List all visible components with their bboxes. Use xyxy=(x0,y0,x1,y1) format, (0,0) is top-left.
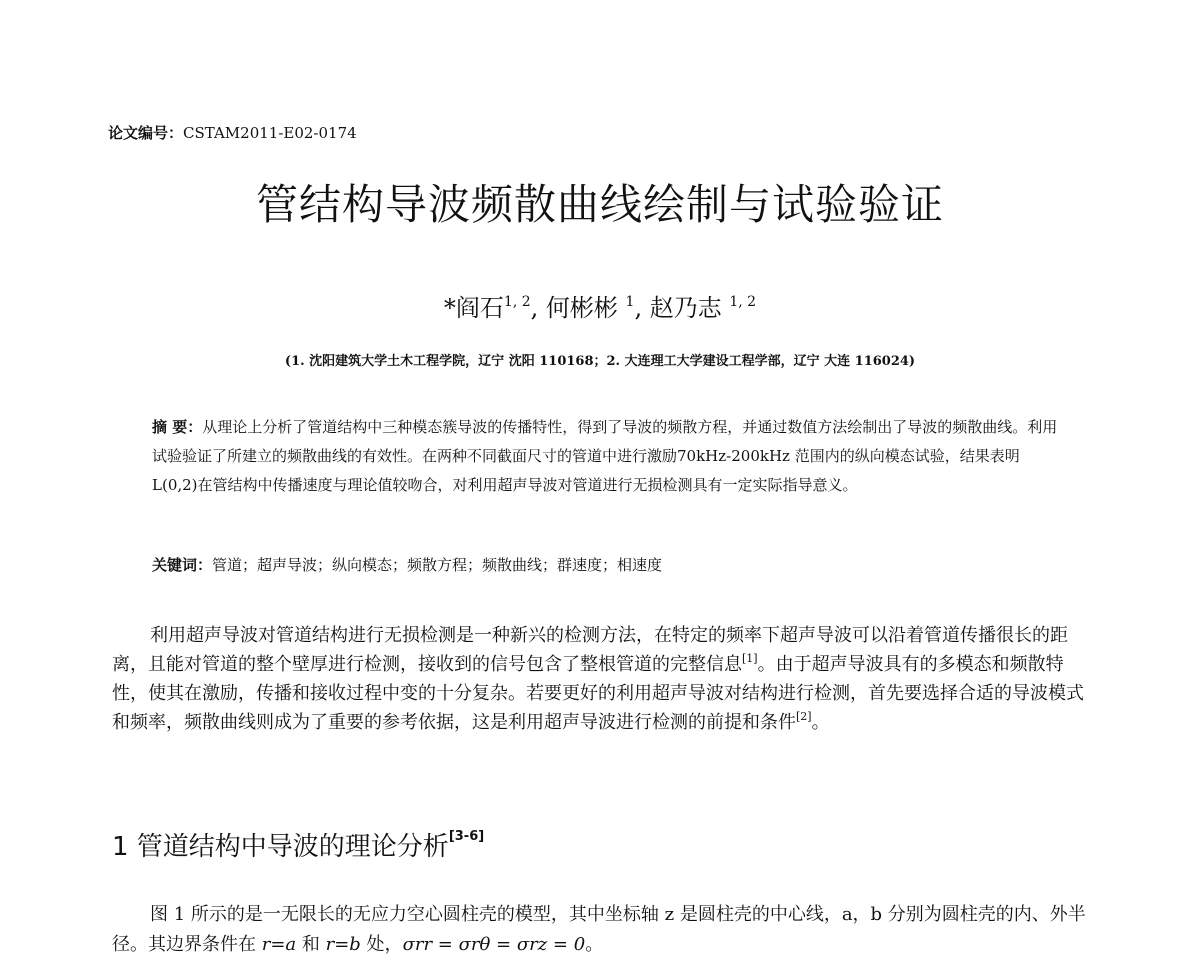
author-1-affil: 1, 2 xyxy=(503,294,531,310)
keywords-text: 管道；超声导波；纵向模态；频散方程；频散曲线；群速度；相速度 xyxy=(212,556,663,574)
body-text: 图 1 所示的是一无限长的无应力空心圆柱壳的模型，其中坐标轴 z 是圆柱壳的中心线，a，b 分别为圆柱壳的内、外半径。其边界条件在 xyxy=(112,904,1086,955)
keywords-label: 关键词： xyxy=(152,556,213,574)
citation-ref: [3-6] xyxy=(448,829,485,844)
paper-title: 管结构导波频散曲线绘制与试验验证 xyxy=(255,180,944,229)
paper-id-value: CSTAM2011-E02-0174 xyxy=(183,124,357,142)
boundary-equation: σrr = σrθ = σrz = 0 xyxy=(402,934,586,955)
math-condition: r=a xyxy=(261,934,297,955)
intro-paragraph xyxy=(112,621,1098,737)
author-separator: , xyxy=(634,294,650,322)
abstract-label: 摘 要： xyxy=(152,418,203,436)
math-condition: r=b xyxy=(325,934,361,955)
paper-id xyxy=(108,122,357,143)
author-2-affil: 1 xyxy=(625,294,635,310)
author-3: 赵乃志 xyxy=(649,294,722,322)
keywords xyxy=(152,551,1062,580)
author-1: *阎石 xyxy=(443,294,504,322)
intro-text-2: 。由于超声导波具有的多模态和频散特性，使其在激励，传播和接收过程中变的十分复杂。若要更好的利用超声导波对结构进行检测，首先要选择合适的导波模式和频率，频散曲线则成为了重要的参考依据，这是利用超声导波进行检测的前提和条件 xyxy=(112,654,1084,733)
author-2: 何彬彬 xyxy=(545,294,618,322)
author-3-affil: 1, 2 xyxy=(729,294,757,310)
body-text: 和 xyxy=(296,934,326,955)
body-text: 。 xyxy=(585,934,604,955)
paper-id-label: 论文编号： xyxy=(108,124,184,142)
abstract xyxy=(152,413,1062,500)
affiliation: (1. 沈阳建筑大学土木工程学院，辽宁 沈阳 110168；2. 大连理工大学建设工程学部，辽宁 大连 116024) xyxy=(284,354,916,369)
section-heading-text: 1 管道结构中导波的理论分析 xyxy=(112,832,449,862)
author-separator: , xyxy=(530,294,546,322)
body-text: 处， xyxy=(360,934,403,955)
citation-ref: [1] xyxy=(742,652,758,665)
body-paragraph xyxy=(112,900,1098,960)
section-heading xyxy=(112,826,484,863)
citation-ref: [2] xyxy=(796,710,812,723)
intro-text-3: 。 xyxy=(811,712,830,733)
intro-text-1: 利用超声导波对管道结构进行无损检测是一种新兴的检测方法，在特定的频率下超声导波可以沿着管道传播很长的距离，且能对管道的整个壁厚进行检测，接收到的信号包含了整根管道的完整信息 xyxy=(112,625,1068,675)
abstract-text: 从理论上分析了管道结构中三种模态簇导波的传播特性，得到了导波的频散方程，并通过数值方法绘制出了导波的频散曲线。利用试验验证了所建立的频散曲线的有效性。在两种不同截面尺寸的管道中进行激励70kHz-200kHz 范围内的纵向模态试验，结果表明 L(0,2)在管结构中传播速度与理论值较吻合，对利用超声导波对管道进行无损检测具有一定实际指导意义。 xyxy=(152,418,1058,494)
authors xyxy=(0,288,1200,323)
